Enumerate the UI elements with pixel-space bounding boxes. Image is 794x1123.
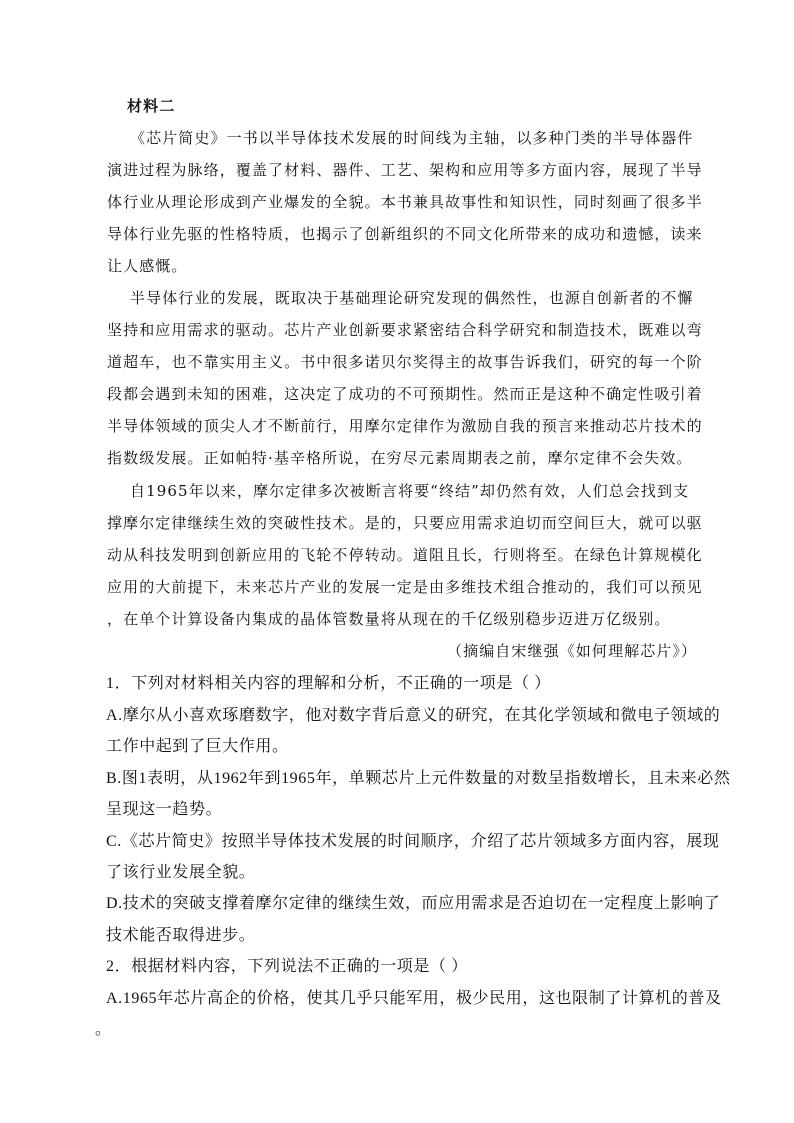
para2-line: 半导体行业的发展，既取决于基础理论研究发现的偶然性，也源自创新者的不懈 <box>130 289 694 307</box>
para3-line: 自1965年以来，摩尔定律多次被断言将要“终结”却仍然有效，人们总会找到支 <box>130 482 690 500</box>
question-1-option-b: B.图1表明，从1962年到1965年，单颗芯片上元件数量的对数呈指数增长，且未来必然 <box>106 770 731 787</box>
para2-line: 段都会遇到未知的困难，这决定了成功的不可预期性。然而正是这种不确定性吸引着 <box>107 385 703 403</box>
para1-line: 让人感慨。 <box>107 257 188 275</box>
question-1-option-c: C.《芯片简史》按照半导体技术发展的时间顺序，介绍了芯片领域多方面内容，展现 <box>106 833 720 850</box>
question-2-option-a-cont: 。 <box>95 1021 112 1038</box>
para1-line: 体行业从理论形成到产业爆发的全貌。本书兼具故事性和知识性，同时刻画了很多半 <box>107 193 703 211</box>
question-1-option-c-cont: 了该行业发展全貌。 <box>106 864 256 881</box>
question-1-option-a: A.摩尔从小喜欢琢磨数字，他对数字背后意义的研究，在其化学领域和微电子领域的 <box>106 707 721 724</box>
question-1-option-b-cont: 呈现这一趋势。 <box>106 801 223 818</box>
question-1-stem: 1．下列对材料相关内容的理解和分析，不正确的一项是（ ） <box>106 675 551 692</box>
para3-line: ，在单个计算设备内集成的晶体管数量将从现在的千亿级别稳步迈进万亿级别。 <box>107 610 671 628</box>
source-citation: （摘编自宋继强《如何理解芯片》） <box>447 642 698 660</box>
question-1-option-d-cont: 技术能否取得进步。 <box>106 927 256 944</box>
para1-line: 导体行业先驱的性格特质，也揭示了创新组织的不同文化所带来的成功和遗憾，读来 <box>107 225 703 243</box>
para3-line: 动从科技发明到创新应用的飞轮不停转动。道阻且长，行则将至。在绿色计算规模化 <box>107 546 703 564</box>
question-1-option-a-cont: 工作中起到了巨大作用。 <box>106 738 289 755</box>
question-2-option-a: A.1965年芯片高企的价格，使其几乎只能军用，极少民用，这也限制了计算机的普及 <box>106 990 722 1007</box>
para3-line: 撑摩尔定律继续生效的突破性技术。是的，只要应用需求迫切而空间巨大，就可以驱 <box>107 514 703 532</box>
para3-line: 应用的大前提下，未来芯片产业的发展一定是由多维技术组合推动的，我们可以预见 <box>107 578 703 596</box>
para2-line: 半导体领域的顶尖人才不断前行，用摩尔定律作为激励自我的预言来推动芯片技术的 <box>107 417 703 435</box>
question-2-stem: 2．根据材料内容，下列说法不正确的一项是（ ） <box>106 958 468 975</box>
material-heading: 材料二 <box>127 97 176 115</box>
question-1-option-d: D.技术的突破支撑着摩尔定律的继续生效，而应用需求是否迫切在一定程度上影响了 <box>106 895 721 912</box>
para2-line: 道超车，也不靠实用主义。书中很多诺贝尔奖得主的故事告诉我们，研究的每一个阶 <box>107 353 703 371</box>
para2-line: 指数级发展。正如帕特·基辛格所说，在穷尽元素周期表之前，摩尔定律不会失效。 <box>107 449 693 467</box>
para1-line: 演进过程为脉络，覆盖了材料、器件、工艺、架构和应用等多方面内容，展现了半导 <box>107 161 703 179</box>
para2-line: 坚持和应用需求的驱动。芯片产业创新要求紧密结合科学研究和制造技术，既难以弯 <box>107 321 703 339</box>
para1-line: 《芯片简史》一书以半导体技术发展的时间线为主轴，以多种门类的半导体器件 <box>130 129 694 147</box>
